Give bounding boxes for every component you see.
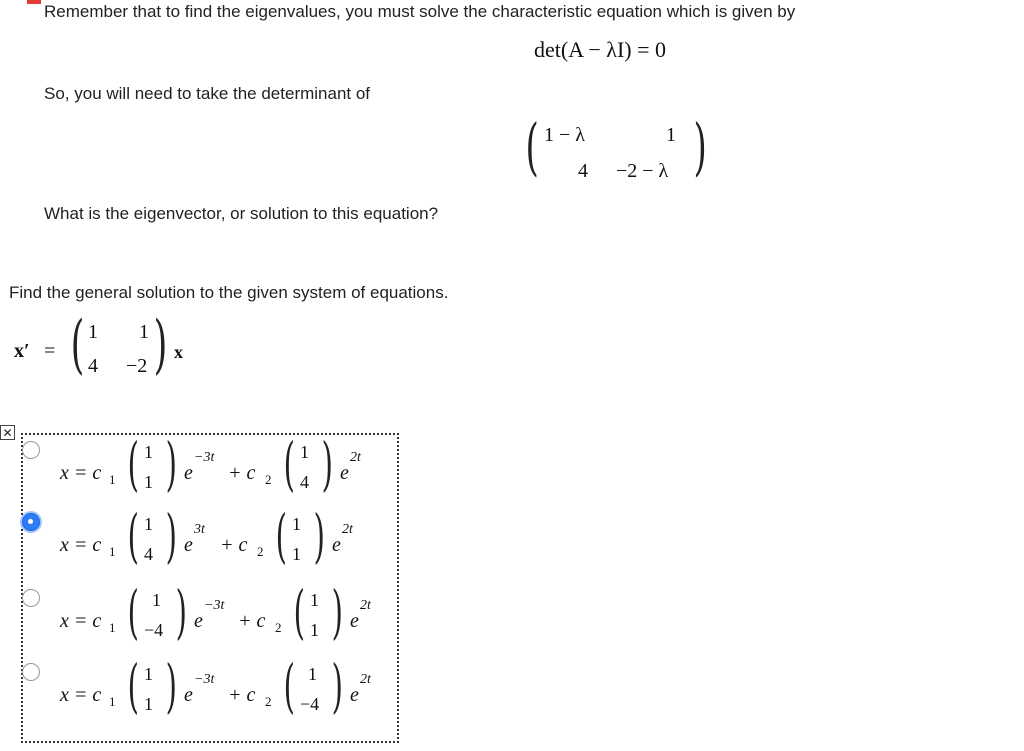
subscript: 2: [265, 472, 272, 487]
hint-line-3: What is the eigenvector, or solution to this equation?: [44, 204, 439, 223]
left-paren-icon: (: [283, 652, 295, 720]
solution-prefix: x = c: [60, 534, 102, 556]
plus-c: + c: [228, 684, 256, 706]
right-paren-icon: ): [165, 652, 177, 720]
vector-entry: 1: [300, 442, 309, 462]
solution-prefix: x = c: [60, 610, 102, 632]
left-paren-icon: (: [70, 308, 85, 382]
matrix-cell: 1: [88, 321, 98, 343]
system-equation: [10, 308, 210, 384]
plus-c: + c: [228, 462, 256, 484]
right-paren-icon: ): [313, 502, 325, 570]
exponent: −3t: [194, 450, 215, 465]
vector-entry: 1: [144, 472, 153, 492]
matrix-cell: 1: [666, 124, 676, 146]
left-paren-icon: (: [293, 578, 305, 646]
matrix-cell: 1 − λ: [544, 124, 585, 146]
vector-entry: 1: [144, 664, 153, 684]
left-paren-icon: (: [127, 430, 139, 498]
vector-entry: 1: [144, 442, 153, 462]
left-paren-icon: (: [525, 110, 539, 183]
matrix-cell: 4: [578, 160, 588, 182]
vector-entry: 1: [308, 664, 317, 684]
right-paren-icon: ): [693, 110, 707, 183]
exp-base: e: [332, 534, 341, 556]
feedback-mark: [27, 0, 41, 4]
exponent: 2t: [350, 450, 361, 465]
x-prime: x′: [14, 340, 30, 362]
left-paren-icon: (: [283, 430, 295, 498]
right-paren-icon: ): [165, 502, 177, 570]
subscript: 1: [109, 694, 116, 709]
left-paren-icon: (: [127, 502, 139, 570]
exponent: −3t: [194, 672, 215, 687]
vector-entry: 1: [144, 514, 153, 534]
hint-line-1: Remember that to find the eigenvalues, you must solve the characteristic equation which is given by: [44, 2, 796, 21]
vector-entry: 1: [152, 590, 161, 610]
answer-radio-2[interactable]: [22, 513, 40, 531]
right-paren-icon: ): [153, 308, 168, 382]
matrix-cell: 1: [139, 321, 149, 343]
left-paren-icon: (: [275, 502, 287, 570]
vector-entry: −4: [300, 694, 320, 714]
exp-base: e: [184, 462, 193, 484]
subscript: 2: [257, 544, 264, 559]
subscript: 1: [109, 544, 116, 559]
matrix-cell: −2 − λ: [616, 160, 669, 182]
exp-base: e: [340, 462, 349, 484]
solution-prefix: x = c: [60, 462, 102, 484]
problem-prompt: Find the general solution to the given system of equations.: [9, 283, 449, 302]
subscript: 2: [265, 694, 272, 709]
solution-prefix: x = c: [60, 684, 102, 706]
vector-entry: 1: [144, 694, 153, 714]
answer-radio-3[interactable]: [22, 589, 40, 607]
vector-entry: 1: [292, 544, 301, 564]
answer-radio-4[interactable]: [22, 663, 40, 681]
vector-entry: 1: [310, 620, 319, 640]
subscript: 1: [109, 620, 116, 635]
matrix-cell: 4: [88, 355, 98, 377]
determinant-matrix: [520, 110, 710, 190]
answer-option-2[interactable]: [60, 502, 390, 578]
answer-option-3[interactable]: [60, 578, 390, 654]
right-paren-icon: ): [331, 578, 343, 646]
right-paren-icon: ): [165, 430, 177, 498]
right-paren-icon: ): [331, 652, 343, 720]
vector-entry: 4: [144, 544, 153, 564]
answer-option-4[interactable]: [60, 652, 390, 728]
exponent: 3t: [194, 522, 205, 537]
answer-radio-1[interactable]: [22, 441, 40, 459]
left-paren-icon: (: [127, 652, 139, 720]
vector-entry: 1: [310, 590, 319, 610]
exp-base: e: [350, 684, 359, 706]
exp-base: e: [184, 534, 193, 556]
exponent: 2t: [342, 522, 353, 537]
plus-c: + c: [238, 610, 266, 632]
exp-base: e: [350, 610, 359, 632]
exponent: 2t: [360, 672, 371, 687]
vector-entry: −4: [144, 620, 164, 640]
plus-c: + c: [220, 534, 248, 556]
subscript: 2: [275, 620, 282, 635]
x-vector: x: [174, 342, 183, 362]
exp-base: e: [184, 684, 193, 706]
answer-option-1[interactable]: [60, 430, 390, 506]
vector-entry: 1: [292, 514, 301, 534]
subscript: 1: [109, 472, 116, 487]
hint-line-2: So, you will need to take the determinant of: [44, 84, 371, 103]
left-paren-icon: (: [127, 578, 139, 646]
right-paren-icon: ): [175, 578, 187, 646]
exp-base: e: [194, 610, 203, 632]
right-paren-icon: ): [321, 430, 333, 498]
close-icon[interactable]: ✕: [0, 425, 15, 440]
characteristic-equation: det(A − λI) = 0: [534, 37, 667, 62]
exponent: −3t: [204, 598, 225, 613]
matrix-cell: −2: [126, 355, 148, 377]
exponent: 2t: [360, 598, 371, 613]
equals-sign: =: [44, 340, 56, 362]
vector-entry: 4: [300, 472, 309, 492]
